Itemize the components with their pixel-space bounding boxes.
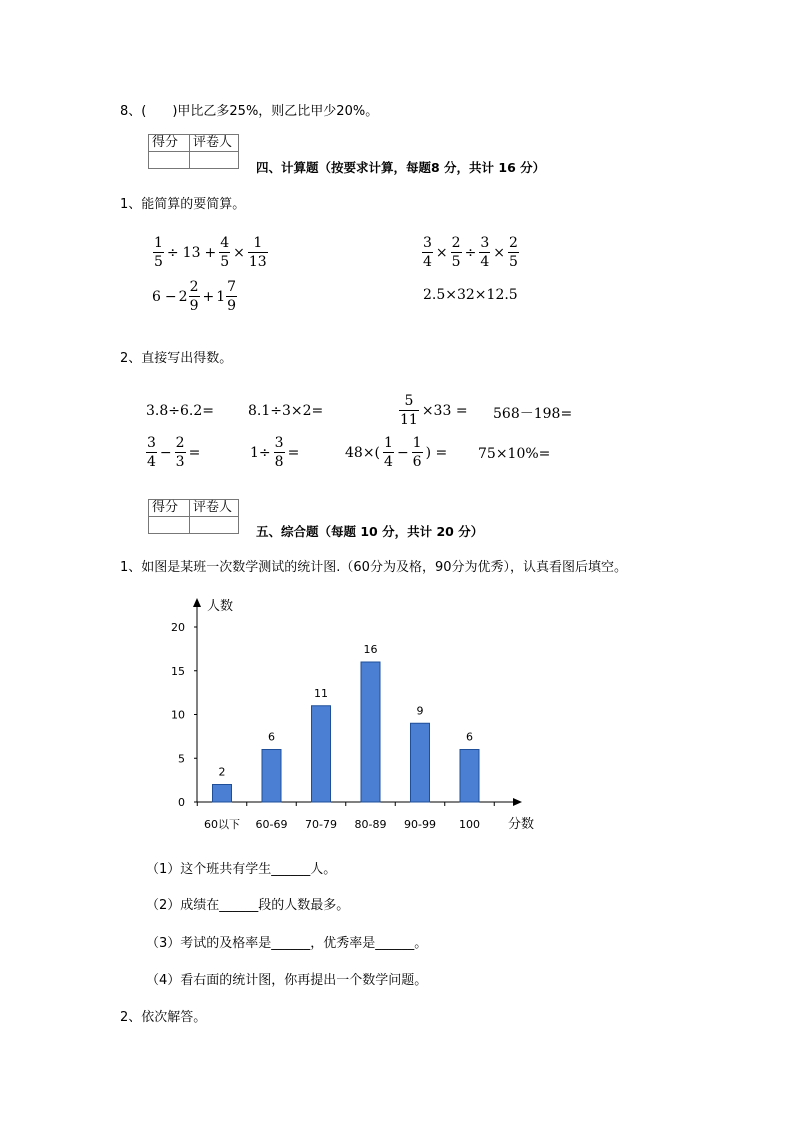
fraction: $\frac{3}{4}$ — [480, 235, 490, 270]
x-axis-label: 分数 — [508, 817, 535, 832]
y-tick-label: 10 — [171, 708, 185, 722]
section-5-q2-label: 2、依次解答。 — [120, 1010, 207, 1025]
section-4-q2-label: 2、直接写出得数。 — [120, 351, 233, 366]
direct-calc-4: 568－198= — [493, 406, 573, 422]
x-tick-label: 80-89 — [354, 818, 387, 831]
section-4-q1-label: 1、能简算的要简算。 — [120, 197, 246, 212]
fraction: $\frac{3}{4}$ — [147, 435, 156, 470]
y-tick-label: 15 — [171, 664, 185, 678]
bar — [213, 785, 232, 803]
direct-calc-1: 3.8÷6.2= — [146, 403, 214, 419]
bar-data-label: 6 — [268, 730, 275, 744]
question-8: 8、( )甲比乙多25%，则乙比甲少20%。 — [120, 104, 379, 119]
fraction: $\frac{2}{9}$ — [189, 279, 199, 314]
section-5-sub-3: （3）考试的及格率是______，优秀率是______。 — [146, 936, 428, 951]
score-header: 得分 — [149, 500, 190, 517]
direct-calc-6: 1÷ $\frac{3}{8}$ = — [250, 435, 300, 470]
bar — [460, 750, 479, 803]
bar-data-label: 9 — [416, 704, 424, 718]
x-tick-label: 90-99 — [404, 818, 436, 831]
fraction: $\frac{2}{5}$ — [451, 235, 461, 270]
fraction: $\frac{1}{6}$ — [412, 435, 422, 470]
section-5-sub-2: （2）成绩在______段的人数最多。 — [146, 898, 350, 913]
score-table-2 — [148, 499, 239, 534]
fraction: $\frac{2}{3}$ — [175, 435, 185, 470]
bar — [361, 662, 380, 802]
score-header: 得分 — [149, 135, 190, 152]
section-5-title: 五、综合题（每题 10 分，共计 20 分） — [256, 524, 484, 539]
direct-calc-7: 48×( $\frac{1}{4}$ − $\frac{1}{6}$ ) = — [345, 435, 448, 470]
section-4-title: 四、计算题（按要求计算，每题8 分，共计 16 分） — [256, 160, 546, 175]
direct-calc-3: $\frac{5}{11}$ ×33 = — [400, 393, 468, 428]
fraction: $\frac{1}{13}$ — [248, 235, 267, 270]
y-axis-label: 人数 — [207, 599, 234, 614]
score-cell[interactable] — [149, 152, 190, 169]
score-cell[interactable] — [149, 517, 190, 534]
y-tick-label: 5 — [178, 752, 185, 766]
score-table-1 — [148, 134, 239, 169]
x-tick-label: 60-69 — [255, 818, 288, 831]
fraction: $\frac{7}{9}$ — [227, 279, 237, 314]
bar-data-label: 6 — [466, 730, 473, 744]
section-5-q1-label: 1、如图是某班一次数学测试的统计图.（60分为及格，90分为优秀），认真看图后填空。 — [120, 560, 627, 575]
x-tick-label: 60以下 — [204, 818, 240, 831]
bar-data-label: 16 — [363, 643, 378, 656]
bar-data-label: 2 — [218, 765, 226, 779]
fraction: $\frac{1}{5}$ — [154, 235, 163, 270]
direct-calc-5: $\frac{3}{4}$ − $\frac{2}{3}$ = — [147, 435, 201, 470]
fraction: $\frac{2}{5}$ — [508, 235, 518, 270]
grader-header: 评卷人 — [190, 135, 239, 152]
grader-cell[interactable] — [190, 152, 239, 169]
direct-calc-2: 8.1÷3×2= — [248, 403, 324, 419]
y-tick-label: 0 — [178, 796, 185, 809]
bar — [262, 750, 281, 803]
fraction: $\frac{4}{5}$ — [220, 235, 230, 270]
bar-data-label: 11 — [314, 686, 328, 700]
expression-4: 2.5×32×12.5 — [423, 287, 518, 303]
x-axis-arrow — [513, 798, 522, 806]
fraction: $\frac{3}{4}$ — [423, 235, 432, 270]
y-axis-arrow — [193, 598, 201, 607]
expression-1: $\frac{1}{5}$ ÷ 13 + $\frac{4}{5}$ × $\frac{1}{13}$ — [154, 235, 267, 270]
y-tick-label: 20 — [171, 621, 185, 634]
grader-header: 评卷人 — [190, 500, 239, 517]
expression-3: 6 − 2 $\frac{2}{9}$ + 1 $\frac{7}{9}$ — [152, 279, 237, 314]
bar — [312, 706, 331, 802]
x-tick-label: 70-79 — [305, 818, 337, 831]
bar — [411, 723, 430, 802]
fraction: $\frac{3}{8}$ — [274, 435, 284, 470]
bar-chart — [160, 588, 560, 838]
section-5-sub-4: （4）看右面的统计图，你再提出一个数学问题。 — [146, 973, 428, 988]
direct-calc-8: 75×10%= — [478, 446, 551, 462]
expression-2: $\frac{3}{4}$ × $\frac{2}{5}$ ÷ $\frac{3}{4}$ × $\frac{2}{5}$ — [423, 235, 518, 270]
grader-cell[interactable] — [190, 517, 239, 534]
fraction: $\frac{5}{11}$ — [400, 393, 418, 428]
fraction: $\frac{1}{4}$ — [384, 435, 393, 470]
section-5-sub-1: （1）这个班共有学生______人。 — [146, 862, 337, 877]
x-tick-label: 100 — [459, 818, 480, 831]
